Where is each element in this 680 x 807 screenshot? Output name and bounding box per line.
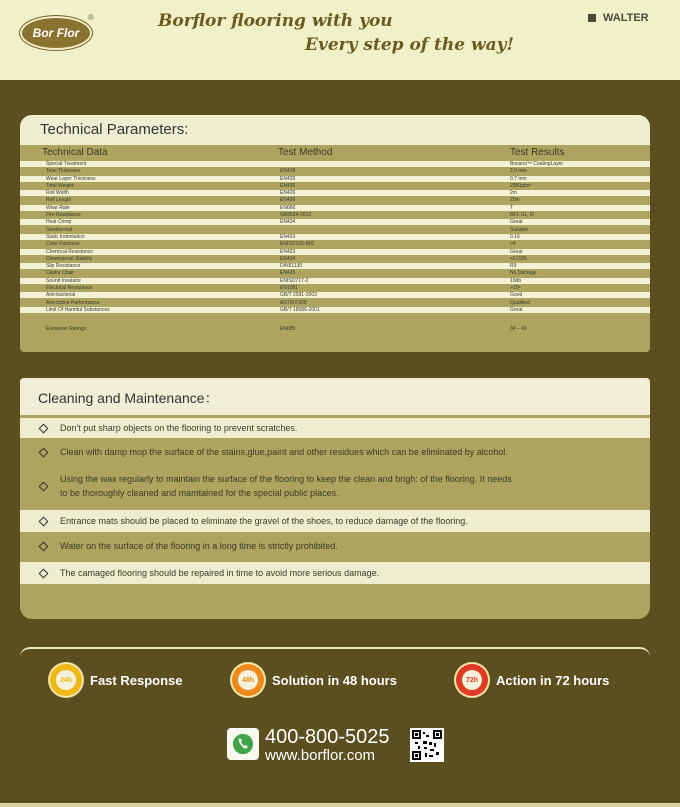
table-cell: Anti-bacterial <box>46 292 76 299</box>
table-cell: Great <box>510 306 523 313</box>
table-row <box>20 241 650 247</box>
bottom-divider <box>0 803 680 807</box>
table-cell: EN423 <box>280 248 296 255</box>
table-cell: Geothermal <box>46 226 73 233</box>
table-row <box>20 270 650 276</box>
service-label: Action in 72 hours <box>496 672 610 688</box>
list-item-line: Using the wax regularly to maintain the surface of the flooring to keep the clean and brigh: of the flooring. It needs <box>60 474 512 484</box>
service-bar <box>20 647 650 712</box>
table-cell: Color Fastness <box>46 241 80 248</box>
table-row <box>20 197 650 203</box>
column-test-method: Test Method <box>278 147 333 158</box>
list-item <box>20 466 650 506</box>
cleaning-title: Cleaning and Maintenance： <box>38 390 219 406</box>
table-row <box>20 300 650 306</box>
brand-tag-label: WALTER <box>603 12 649 24</box>
table-cell: Total Weight <box>46 182 74 189</box>
table-cell: Electrical Resistance <box>46 285 93 292</box>
table-row <box>20 183 650 189</box>
column-test-results: Test Results <box>510 147 565 158</box>
table-cell: 19db <box>510 277 522 284</box>
table-row <box>20 161 650 167</box>
qr-code-icon <box>410 728 444 762</box>
table-cell: R9 <box>510 263 517 270</box>
header <box>0 0 680 80</box>
table-row <box>20 249 650 255</box>
table-row <box>20 212 650 218</box>
clock-badge-icon <box>50 664 82 696</box>
list-item-text <box>60 472 512 500</box>
table-cell: GB/T 18586-2001 <box>280 306 320 313</box>
badge-label: 72h <box>462 670 482 690</box>
tagline-line2: Every step of the way! <box>305 35 514 55</box>
table-cell: Sound Insulator <box>46 277 82 284</box>
table-cell: EN434 <box>280 255 296 262</box>
table-cell: DIN51130 <box>280 263 303 270</box>
phone-number[interactable]: 400-800-5025 <box>265 726 390 748</box>
list-item-line: Don't put sharp objects on the flooring to prevent scratches. <box>60 423 298 433</box>
table-row <box>20 176 650 182</box>
square-icon <box>588 14 596 22</box>
diamond-bullet-icon <box>39 481 49 491</box>
table-cell: Suitable <box>510 226 529 233</box>
table-cell: 0.7 mm <box>510 175 527 182</box>
table-cell: Chemical Resistance <box>46 248 93 255</box>
table-cell: 34 – 43 <box>510 325 527 332</box>
list-item <box>20 441 650 463</box>
tagline-line1: Borflor flooring with you <box>158 11 393 31</box>
service-item <box>50 664 182 696</box>
table-cell: Wear Rate <box>46 204 70 211</box>
list-item-line: Entrance mats should be placed to eliminate the gravel of the shoes, to reduce damage of the flooring. <box>60 516 468 526</box>
table-cell: 2m <box>510 190 517 197</box>
diamond-bullet-icon <box>39 541 49 551</box>
list-item-line: The camaged flooring should be repaired in time to avoid more serious damage. <box>60 568 380 578</box>
table-cell: ASTM F925 <box>280 299 307 306</box>
table-row <box>20 234 650 240</box>
cleaning-panel <box>20 378 650 619</box>
list-item-line: to be thoroughly cleaned and mamtained for the special public places. <box>60 488 339 498</box>
column-technical-data: Technical Data <box>42 147 108 158</box>
table-row <box>20 168 650 174</box>
technical-rows <box>20 161 650 340</box>
list-item <box>20 510 650 532</box>
table-cell: T <box>510 204 514 211</box>
diamond-bullet-icon <box>39 423 49 433</box>
table-cell: <0.03% <box>510 255 528 262</box>
service-label: Fast Response <box>90 672 183 688</box>
table-cell: Roll Length <box>46 197 72 204</box>
table-row <box>20 278 650 284</box>
table-cell: Limit Of Harmful Substances <box>46 306 110 313</box>
table-row <box>20 219 650 225</box>
list-item-text <box>60 421 297 435</box>
list-item-text <box>60 566 379 580</box>
table-cell: EN426 <box>280 197 296 204</box>
table-row <box>20 307 650 313</box>
list-item-line: Water on the surface of the flooring in a long time is strictly prohibited. <box>60 541 338 551</box>
table-cell: 20m <box>510 197 520 204</box>
website-link[interactable]: www.borflor.com <box>265 747 376 764</box>
table-cell: Heat Crimp <box>46 219 72 226</box>
list-item-line: Clean with damp mop the surface of the stains,glue,paint and other residues which can be eliminated by alcohol. <box>60 447 508 457</box>
table-cell: >10⁹ <box>510 285 521 292</box>
brand-tag <box>588 12 649 24</box>
logo-text: Bor Flor <box>32 26 80 40</box>
phone-icon <box>227 728 259 760</box>
table-cell: Bosarel™ CoatingLayer <box>510 161 564 167</box>
diamond-bullet-icon <box>39 568 49 578</box>
table-cell: EN434 <box>280 219 296 226</box>
table-cell: ENISO717-2 <box>280 277 309 284</box>
table-row <box>20 256 650 262</box>
clock-badge-icon <box>232 664 264 696</box>
table-cell: EN685 <box>280 325 296 332</box>
european-ratings-row <box>20 319 650 339</box>
table-cell: BF1-S1, t0 <box>510 212 534 219</box>
table-cell: EN660 <box>280 204 296 211</box>
table-cell: ENISO105-B02 <box>280 241 315 248</box>
table-cell: EN430 <box>280 182 296 189</box>
table-cell: Total Thickness <box>46 168 81 175</box>
list-item <box>20 418 650 438</box>
table-cell: Anti-iodine Performance <box>46 299 100 306</box>
technical-title: Technical Parameters: <box>40 121 189 138</box>
table-row <box>20 205 650 211</box>
technical-columns <box>20 147 650 159</box>
clock-badge-icon <box>456 664 488 696</box>
table-cell: EN1081 <box>280 285 299 292</box>
service-item <box>232 664 397 696</box>
table-cell: Static Indentation <box>46 233 85 240</box>
table-cell: Fire Resistance <box>46 212 81 219</box>
table-cell: 0.16 <box>510 233 520 240</box>
table-cell: Good <box>510 292 523 299</box>
table-cell: Slip Resistance <box>46 263 81 270</box>
table-cell: No Damage <box>510 270 537 277</box>
table-cell: Wear Layer Thickness <box>46 175 96 182</box>
list-item <box>20 562 650 584</box>
table-cell: 2950g/m² <box>510 182 532 189</box>
list-item <box>20 535 650 557</box>
table-cell: EN433 <box>280 233 296 240</box>
table-cell: EN428 <box>280 168 296 175</box>
list-item-text <box>60 539 338 553</box>
service-item <box>456 664 609 696</box>
table-row <box>20 263 650 269</box>
badge-label: 24h <box>56 670 76 690</box>
table-cell: Dimensional Stability <box>46 255 93 262</box>
cleaning-header <box>20 378 650 415</box>
list-item-text <box>60 514 468 528</box>
table-cell: Great <box>510 219 523 226</box>
table-cell: 2.0 mm <box>510 168 527 175</box>
table-cell: Special Treatment <box>46 161 87 167</box>
table-cell: EN425 <box>280 270 296 277</box>
diamond-bullet-icon <box>39 516 49 526</box>
technical-header <box>20 115 650 145</box>
table-row <box>20 292 650 298</box>
table-cell: EN429 <box>280 175 296 182</box>
borflor-logo <box>20 16 92 50</box>
table-cell: Great <box>510 248 523 255</box>
service-label: Solution in 48 hours <box>272 672 397 688</box>
table-row <box>20 227 650 233</box>
table-row <box>20 190 650 196</box>
diamond-bullet-icon <box>39 447 49 457</box>
table-cell: >6 <box>510 241 516 248</box>
list-item-text <box>60 445 508 459</box>
table-cell: EN426 <box>280 190 296 197</box>
table-cell: GB/T 2591-2003 <box>280 292 317 299</box>
registered-mark: ® <box>88 13 94 22</box>
technical-parameters-panel <box>20 115 650 352</box>
table-cell: European Ratings <box>46 325 87 332</box>
table-row <box>20 285 650 291</box>
table-cell: GB8624-2012 <box>280 212 312 219</box>
table-cell: Castor Chair <box>46 270 75 277</box>
badge-label: 48h <box>238 670 258 690</box>
table-cell: Qualified <box>510 299 530 306</box>
table-cell: Roll Width <box>46 190 69 197</box>
